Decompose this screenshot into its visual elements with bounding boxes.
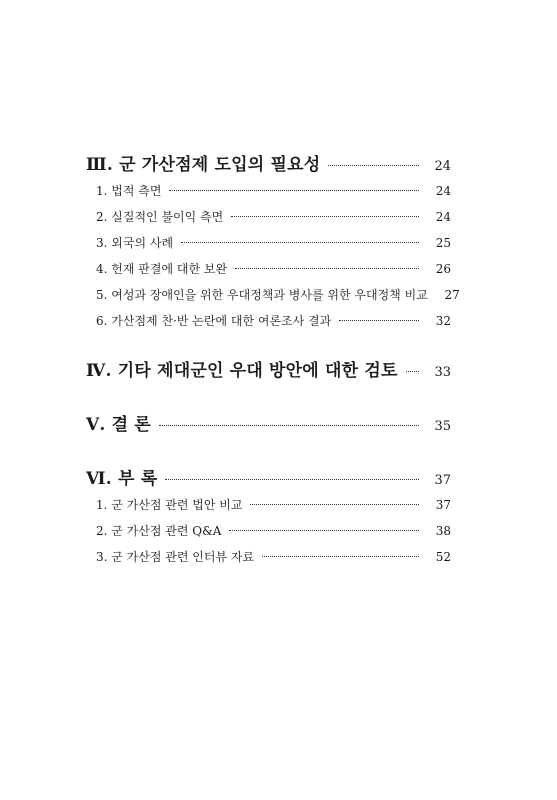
- toc-page-number: 26: [435, 262, 451, 276]
- dotted-leader: [181, 242, 419, 243]
- toc-item-title: 3. 군 가산점 관련 인터뷰 자료: [96, 550, 255, 564]
- toc-item-title: 6. 가산점제 찬·반 논란에 대한 여론조사 결과: [96, 314, 332, 328]
- toc-item: [0, 286, 557, 303]
- dotted-leader: [231, 216, 419, 217]
- dotted-leader: [235, 268, 419, 269]
- dotted-leader: [262, 556, 419, 557]
- toc-item: [0, 496, 557, 513]
- toc-item: [0, 522, 557, 539]
- toc-item-title: 1. 군 가산점 관련 법안 비교: [96, 498, 243, 512]
- toc-item: [0, 312, 557, 329]
- dotted-leader: [406, 371, 419, 372]
- dotted-leader: [159, 425, 419, 426]
- toc-item-title: 4. 헌재 판결에 대한 보완: [96, 262, 228, 276]
- toc-item: [0, 182, 557, 199]
- toc-page-number: 32: [435, 314, 451, 328]
- toc-item: [0, 548, 557, 565]
- toc-page-number: 24: [435, 184, 451, 198]
- toc-item: [0, 208, 557, 225]
- toc-item: [0, 260, 557, 277]
- toc-section-title: Ⅴ. 결 론: [86, 415, 151, 435]
- dotted-leader: [250, 504, 419, 505]
- toc-page-number: 25: [435, 236, 451, 250]
- dotted-leader: [339, 320, 419, 321]
- toc-section-5: [0, 410, 557, 435]
- toc-page-number: 37: [434, 473, 451, 488]
- dotted-leader: [229, 530, 419, 531]
- toc-item-title: 5. 여성과 장애인을 위한 우대정책과 병사를 위한 우대정책 비교: [96, 288, 428, 302]
- toc-item-title: 3. 외국의 사례: [96, 236, 174, 250]
- toc-section-title: Ⅳ. 기타 제대군인 우대 방안에 대한 검토: [86, 361, 398, 381]
- toc-section-6: [0, 464, 557, 489]
- toc-page-number: 24: [434, 159, 451, 174]
- dotted-leader: [328, 165, 419, 166]
- dotted-leader: [169, 190, 419, 191]
- toc-item-title: 2. 실질적인 불이익 측면: [96, 210, 224, 224]
- toc-page-number: 38: [435, 524, 451, 538]
- toc-section-title: Ⅵ. 부 록: [86, 469, 158, 489]
- toc-section-4: [0, 356, 557, 381]
- toc-page-number: 52: [435, 550, 451, 564]
- toc-page-number: 33: [434, 365, 451, 380]
- toc-section-title: Ⅲ. 군 가산점제 도입의 필요성: [86, 155, 321, 175]
- toc-item: [0, 234, 557, 251]
- toc-item-title: 1. 법적 측면: [96, 184, 162, 198]
- toc-page-number: 24: [435, 210, 451, 224]
- toc-section-3: [0, 150, 557, 175]
- toc-item-title: 2. 군 가산점 관련 Q&A: [96, 524, 222, 538]
- toc-page-number: 35: [434, 419, 451, 434]
- dotted-leader: [165, 479, 419, 480]
- toc-page-number: 37: [435, 498, 451, 512]
- toc-page-number: 27: [444, 288, 460, 302]
